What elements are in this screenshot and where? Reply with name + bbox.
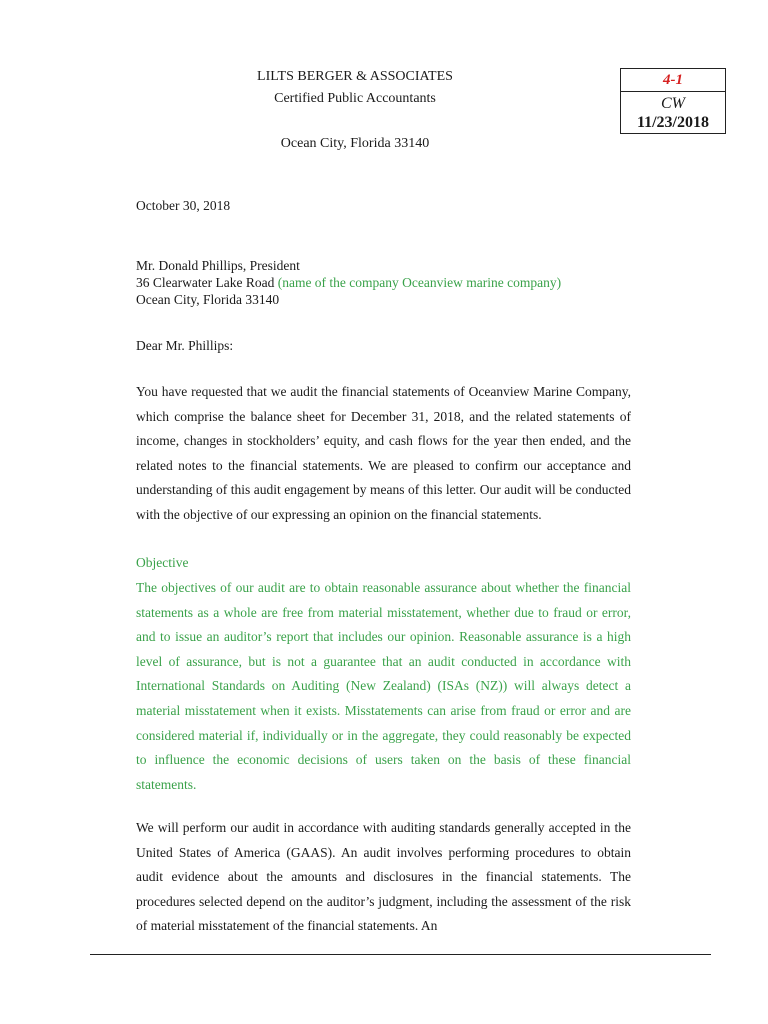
recipient-company-note: (name of the company Oceanview marine company) — [277, 275, 562, 290]
objective-heading: Objective — [136, 555, 189, 570]
recipient-name: Mr. Donald Phillips, President — [136, 258, 300, 273]
page-footer-rule — [90, 954, 711, 955]
recipient-city: Ocean City, Florida 33140 — [136, 292, 280, 307]
firm-city: Ocean City, Florida 33140 — [280, 136, 430, 151]
reference-code: 4-1 — [621, 69, 725, 92]
preparer-initials: CW — [661, 95, 685, 112]
gaas-paragraph: We will perform our audit in accordance with auditing standards generally accepted in the United States of America (GAAS). An audit involves performing procedures to obtain audit evidence about the amounts and disclosures in the financial statements. The procedures selected depend on the auditor’s judgment, including the assessment of the risk of material misstatement of the financial statements. An — [136, 820, 631, 934]
workpaper-reference-box — [620, 68, 726, 134]
recipient-street-line — [136, 275, 561, 291]
letter-date: October 30, 2018 — [136, 198, 231, 213]
salutation: Dear Mr. Phillips: — [136, 338, 234, 353]
review-date: 11/23/2018 — [636, 114, 709, 131]
recipient-street: 36 Clearwater Lake Road — [136, 275, 275, 290]
firm-subtitle: Certified Public Accountants — [274, 91, 436, 106]
objective-paragraph: The objectives of our audit are to obtain reasonable assurance about whether the financial statements as a whole are free from material misstatement, whether due to fraud or error, and to issue an auditor’s report that includes our opinion. Reasonable assurance is a high level of assurance, but is not a guarantee that an audit conducted in accordance with International Standards on Auditing (New Zealand) (ISAs (NZ)) will always detect a material misstatement when it exists. Misstatements can arise from fraud or error and are considered material if, individually or in the aggregate, they could reasonably be expected to influence the economic decisions of users taken on the basis of these financial statements. — [136, 580, 631, 792]
firm-name: LILTS BERGER & ASSOCIATES — [257, 69, 453, 84]
intro-paragraph: You have requested that we audit the financial statements of Oceanview Marine Company, which comprise the balance sheet for December 31, 2018, and the related statements of income, changes in stockholders’ equity, and cash flows for the year then ended, and the related notes to the financial statements. We are pleased to confirm our acceptance and understanding of this audit engagement by means of this letter. Our audit will be conducted with the objective of our expressing an opinion on the financial statements. — [136, 384, 631, 522]
